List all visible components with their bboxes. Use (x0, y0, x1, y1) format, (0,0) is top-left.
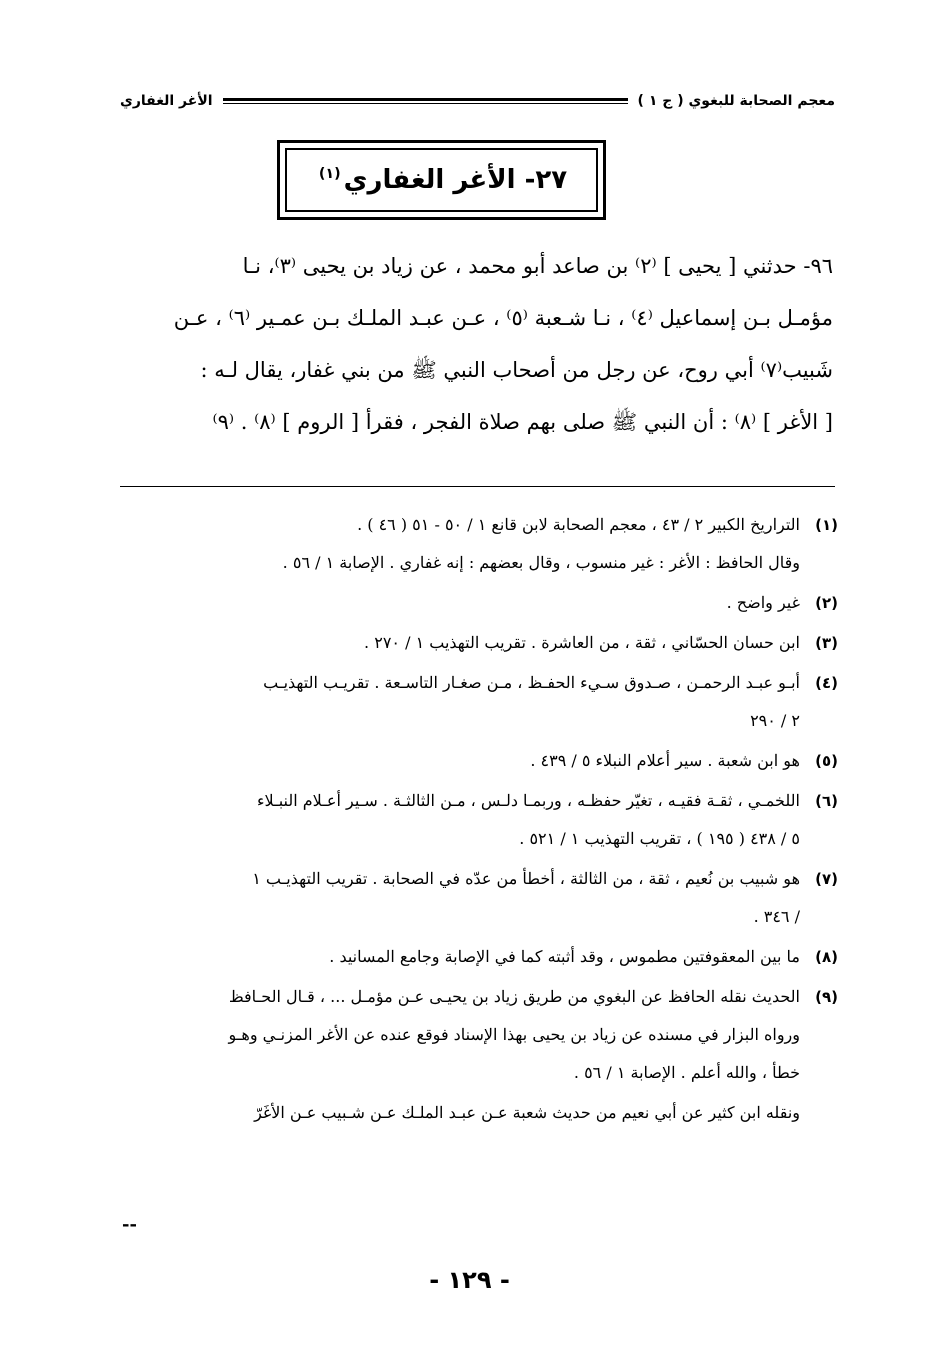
footnote-9 (118, 978, 838, 1092)
footnote-line: / ٣٤٦ . (753, 907, 800, 926)
footnote-number: (٧) (815, 870, 838, 888)
running-header (120, 88, 835, 114)
footnote-body (118, 938, 800, 976)
footnote-6 (118, 782, 838, 858)
footnote-continuation (118, 1094, 838, 1132)
footnote-7 (118, 860, 838, 936)
entry-title-box (277, 140, 606, 220)
footnote-body (118, 664, 800, 740)
entry-title-note: (١) (318, 166, 341, 183)
footnote-number: (٨) (815, 948, 838, 966)
footnote-number: (٢) (815, 594, 838, 612)
footnote-line: ٢ / ٢٩٠ (750, 711, 800, 730)
footnote-line: الحديث نقله الحافظ عن البغوي من طريق زياد بن يحيـى عـن مؤمـل ... ، قـال الحـافظ (228, 987, 800, 1006)
footnote-line: وقال الحافظ : الأغر : غير منسوب ، وقال بعضهم : إنه غفاري . الإصابة ١ / ٥٦ . (282, 553, 800, 572)
footnote-5 (118, 742, 838, 780)
footnote-line: هو شبيب بن نُعيم ، ثقة ، من الثالثة ، أخطأ من عدّه في الصحابة . تقريب التهذيـب ١ (252, 869, 800, 888)
footnote-body (118, 978, 800, 1092)
footnote-body (118, 782, 800, 858)
hadith-line-3: شَبيب⁽٧⁾ أبي روح، عن رجل من أصحاب النبي ﷺ من بني غفار، يقال لـه : (200, 358, 833, 382)
hadith-line-4: [ الأغر ] ⁽٨⁾ : أن النبي ﷺ صلى بهم صلاة الفجر ، فقرأ [ الروم ] ⁽٨⁾ . ⁽٩⁾ (212, 410, 833, 434)
page-number: - ١٢٩ - (429, 1266, 510, 1294)
footnote-8 (118, 938, 838, 976)
footnote-line: غير واضح . (726, 593, 800, 612)
footnote-line: ما بين المعقوفتين مطموس ، وقد أثبته كما في الإصابة وجامع المسانيد . (329, 947, 800, 966)
continuation-mark: -- (122, 1214, 137, 1235)
hadith-text (118, 240, 833, 448)
footnote-1 (118, 506, 838, 582)
header-section-title: الأغر الغفاري (120, 93, 213, 109)
footnote-body (118, 584, 800, 622)
footnote-line: ابن حسان الحسّاني ، ثقة ، من العاشرة . تقريب التهذيب ١ / ٢٧٠ . (364, 633, 800, 652)
footnote-2 (118, 584, 838, 622)
footnote-line: اللخمـي ، ثقـة فقيـه ، تغيّر حفظـه ، وربمـا دلـس ، مـن الثالثـة . سـير أعـلام النبـلاء (256, 791, 800, 810)
entry-title-text: ٢٧- الأغر الغفاري (343, 165, 568, 195)
footnote-body (118, 742, 800, 780)
continuation-line: ونقله ابن كثير عن أبي نعيم من حديث شعبة عـن عبـد الملـك عـن شـبيب عـن الأغَرّ (254, 1103, 800, 1122)
footnote-number: (٤) (815, 674, 838, 692)
footnote-body (118, 860, 800, 936)
footnote-line: هو ابن شعبة . سير أعلام النبلاء ٥ / ٤٣٩ . (530, 751, 800, 770)
footnote-body (118, 506, 800, 582)
footnote-number: (٩) (815, 988, 838, 1006)
footnote-body (118, 624, 800, 662)
header-book-title: معجم الصحابة للبغوي ( ج ١ ) (637, 93, 835, 109)
footnote-line: أبـو عبـد الرحمـن ، صـدوق سـيء الحفـظ ، مـن صغـار التاسـعة . تقريـب التهذيـب (263, 673, 800, 692)
footnote-line: ٥ / ٤٣٨ ( ١٩٥ ) ، تقريب التهذيب ١ / ٥٢١ . (519, 829, 800, 848)
footnote-number-spacer (800, 1094, 838, 1132)
hadith-line-1: ٩٦- حدثني [ يحيى ] ⁽٢⁾ بن صاعد أبو محمد ، عن زياد بن يحيى ⁽٣⁾، نـا (242, 254, 833, 278)
footnote-body (118, 1094, 800, 1132)
footnote-line: ورواه البزار في مسنده عن زياد بن يحيى بهذا الإسناد فوقع عنده عن الأغر المزنـي وهـو (228, 1025, 800, 1044)
footnote-number: (٦) (815, 792, 838, 810)
entry-title-inner-frame (285, 148, 598, 212)
footnote-separator (120, 486, 835, 487)
entry-title (316, 165, 567, 195)
footnote-number: (٣) (815, 634, 838, 652)
footnote-3 (118, 624, 838, 662)
hadith-line-2: مؤمـل بـن إسماعيل ⁽٤⁾ ، نـا شـعبة ⁽٥⁾ ، عـن عبـد الملـك بـن عمـير ⁽٦⁾ ، عـن (173, 306, 833, 330)
footnotes (118, 506, 838, 1134)
footnote-number: (٥) (815, 752, 838, 770)
footnote-line: خطأ ، والله أعلم . الإصابة ١ / ٥٦ . (573, 1063, 800, 1082)
header-rule (223, 98, 628, 104)
footnote-number: (١) (815, 516, 838, 534)
footnote-line: التراريخ الكبير ٢ / ٤٣ ، معجم الصحابة لابن قانع ١ / ٥٠ - ٥١ ( ٤٦ ) . (357, 515, 800, 534)
footnote-4 (118, 664, 838, 740)
